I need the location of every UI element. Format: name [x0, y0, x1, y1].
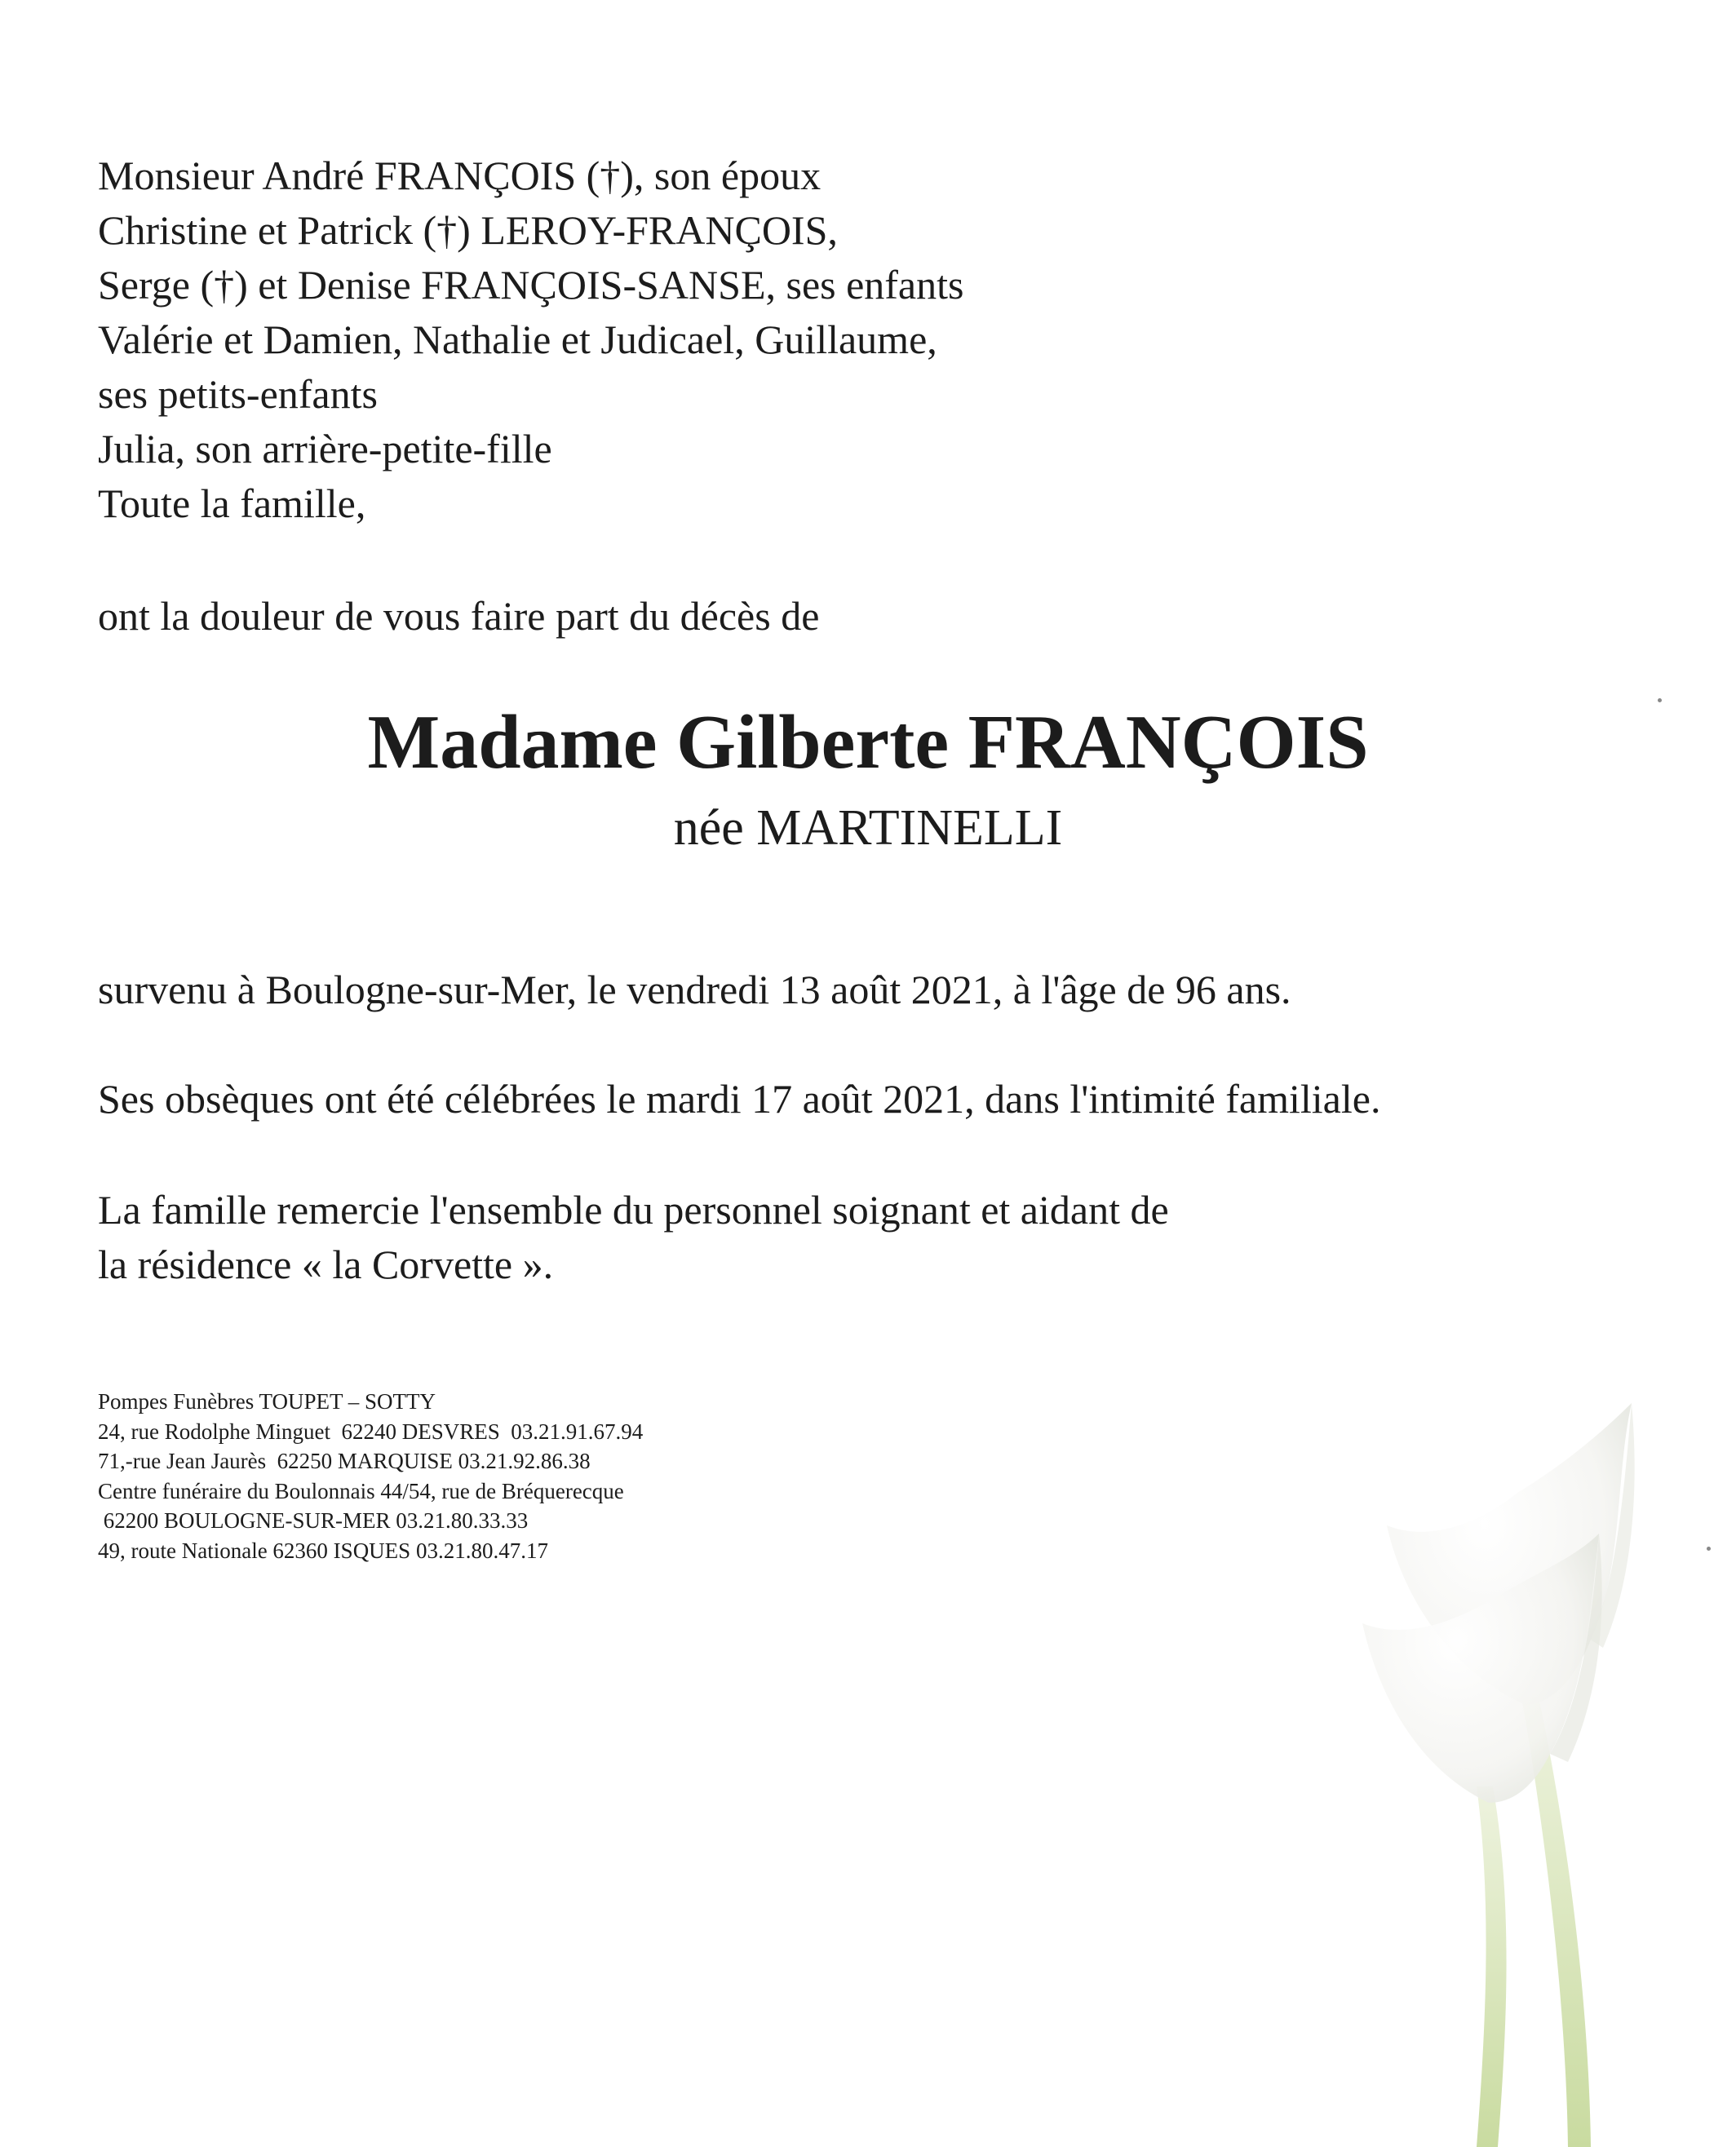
family-line: Serge (†) et Denise FRANÇOIS-SANSE, ses enfants [98, 262, 964, 308]
funeral-home-line: 62200 BOULOGNE-SUR-MER 03.21.80.33.33 [98, 1508, 529, 1533]
funeral-home-line: 24, rue Rodolphe Minguet 62240 DESVRES 03.21.91.67.94 [98, 1419, 644, 1444]
funeral-home-line: 71,-rue Jean Jaurès 62250 MARQUISE 03.21.92.86.38 [98, 1449, 591, 1473]
scan-speck [1658, 698, 1662, 702]
acknowledgement-line: La famille remercie l'ensemble du personnel soignant et aidant de [98, 1187, 1169, 1233]
funeral-home-info [98, 1387, 643, 1565]
funeral-home-line: Pompes Funèbres TOUPET – SOTTY [98, 1389, 436, 1414]
family-line: Monsieur André FRANÇOIS (†), son époux [98, 153, 822, 198]
maiden-name: née MARTINELLI [673, 800, 1063, 856]
funeral-details: Ses obsèques ont été célébrées le mardi 17 août 2021, dans l'intimité familiale. [98, 1076, 1381, 1122]
death-details: survenu à Boulogne-sur-Mer, le vendredi 13 août 2021, à l'âge de 96 ans. [98, 967, 1291, 1012]
deceased-name: Madame Gilberte FRANÇOIS [367, 700, 1369, 785]
calla-lily-icon [1354, 1403, 1736, 2147]
acknowledgement-line: la résidence « la Corvette ». [98, 1242, 554, 1287]
lily-stem [1477, 1786, 1507, 2147]
announcement-intro: ont la douleur de vous faire part du décès de [98, 593, 820, 639]
family-line: Toute la famille, [98, 480, 366, 526]
family-line: Valérie et Damien, Nathalie et Judicael, Guillaume, [98, 317, 937, 362]
funeral-home-line: Centre funéraire du Boulonnais 44/54, rue de Bréquerecque [98, 1478, 624, 1503]
family-line: Christine et Patrick (†) LEROY-FRANÇOIS, [98, 207, 838, 253]
funeral-home-line: 49, route Nationale 62360 ISQUES 03.21.80.47.17 [98, 1538, 548, 1563]
family-line: ses petits-enfants [98, 371, 378, 417]
acknowledgement [98, 1183, 1169, 1292]
family-line: Julia, son arrière-petite-fille [98, 426, 552, 471]
family-list [98, 148, 1322, 531]
